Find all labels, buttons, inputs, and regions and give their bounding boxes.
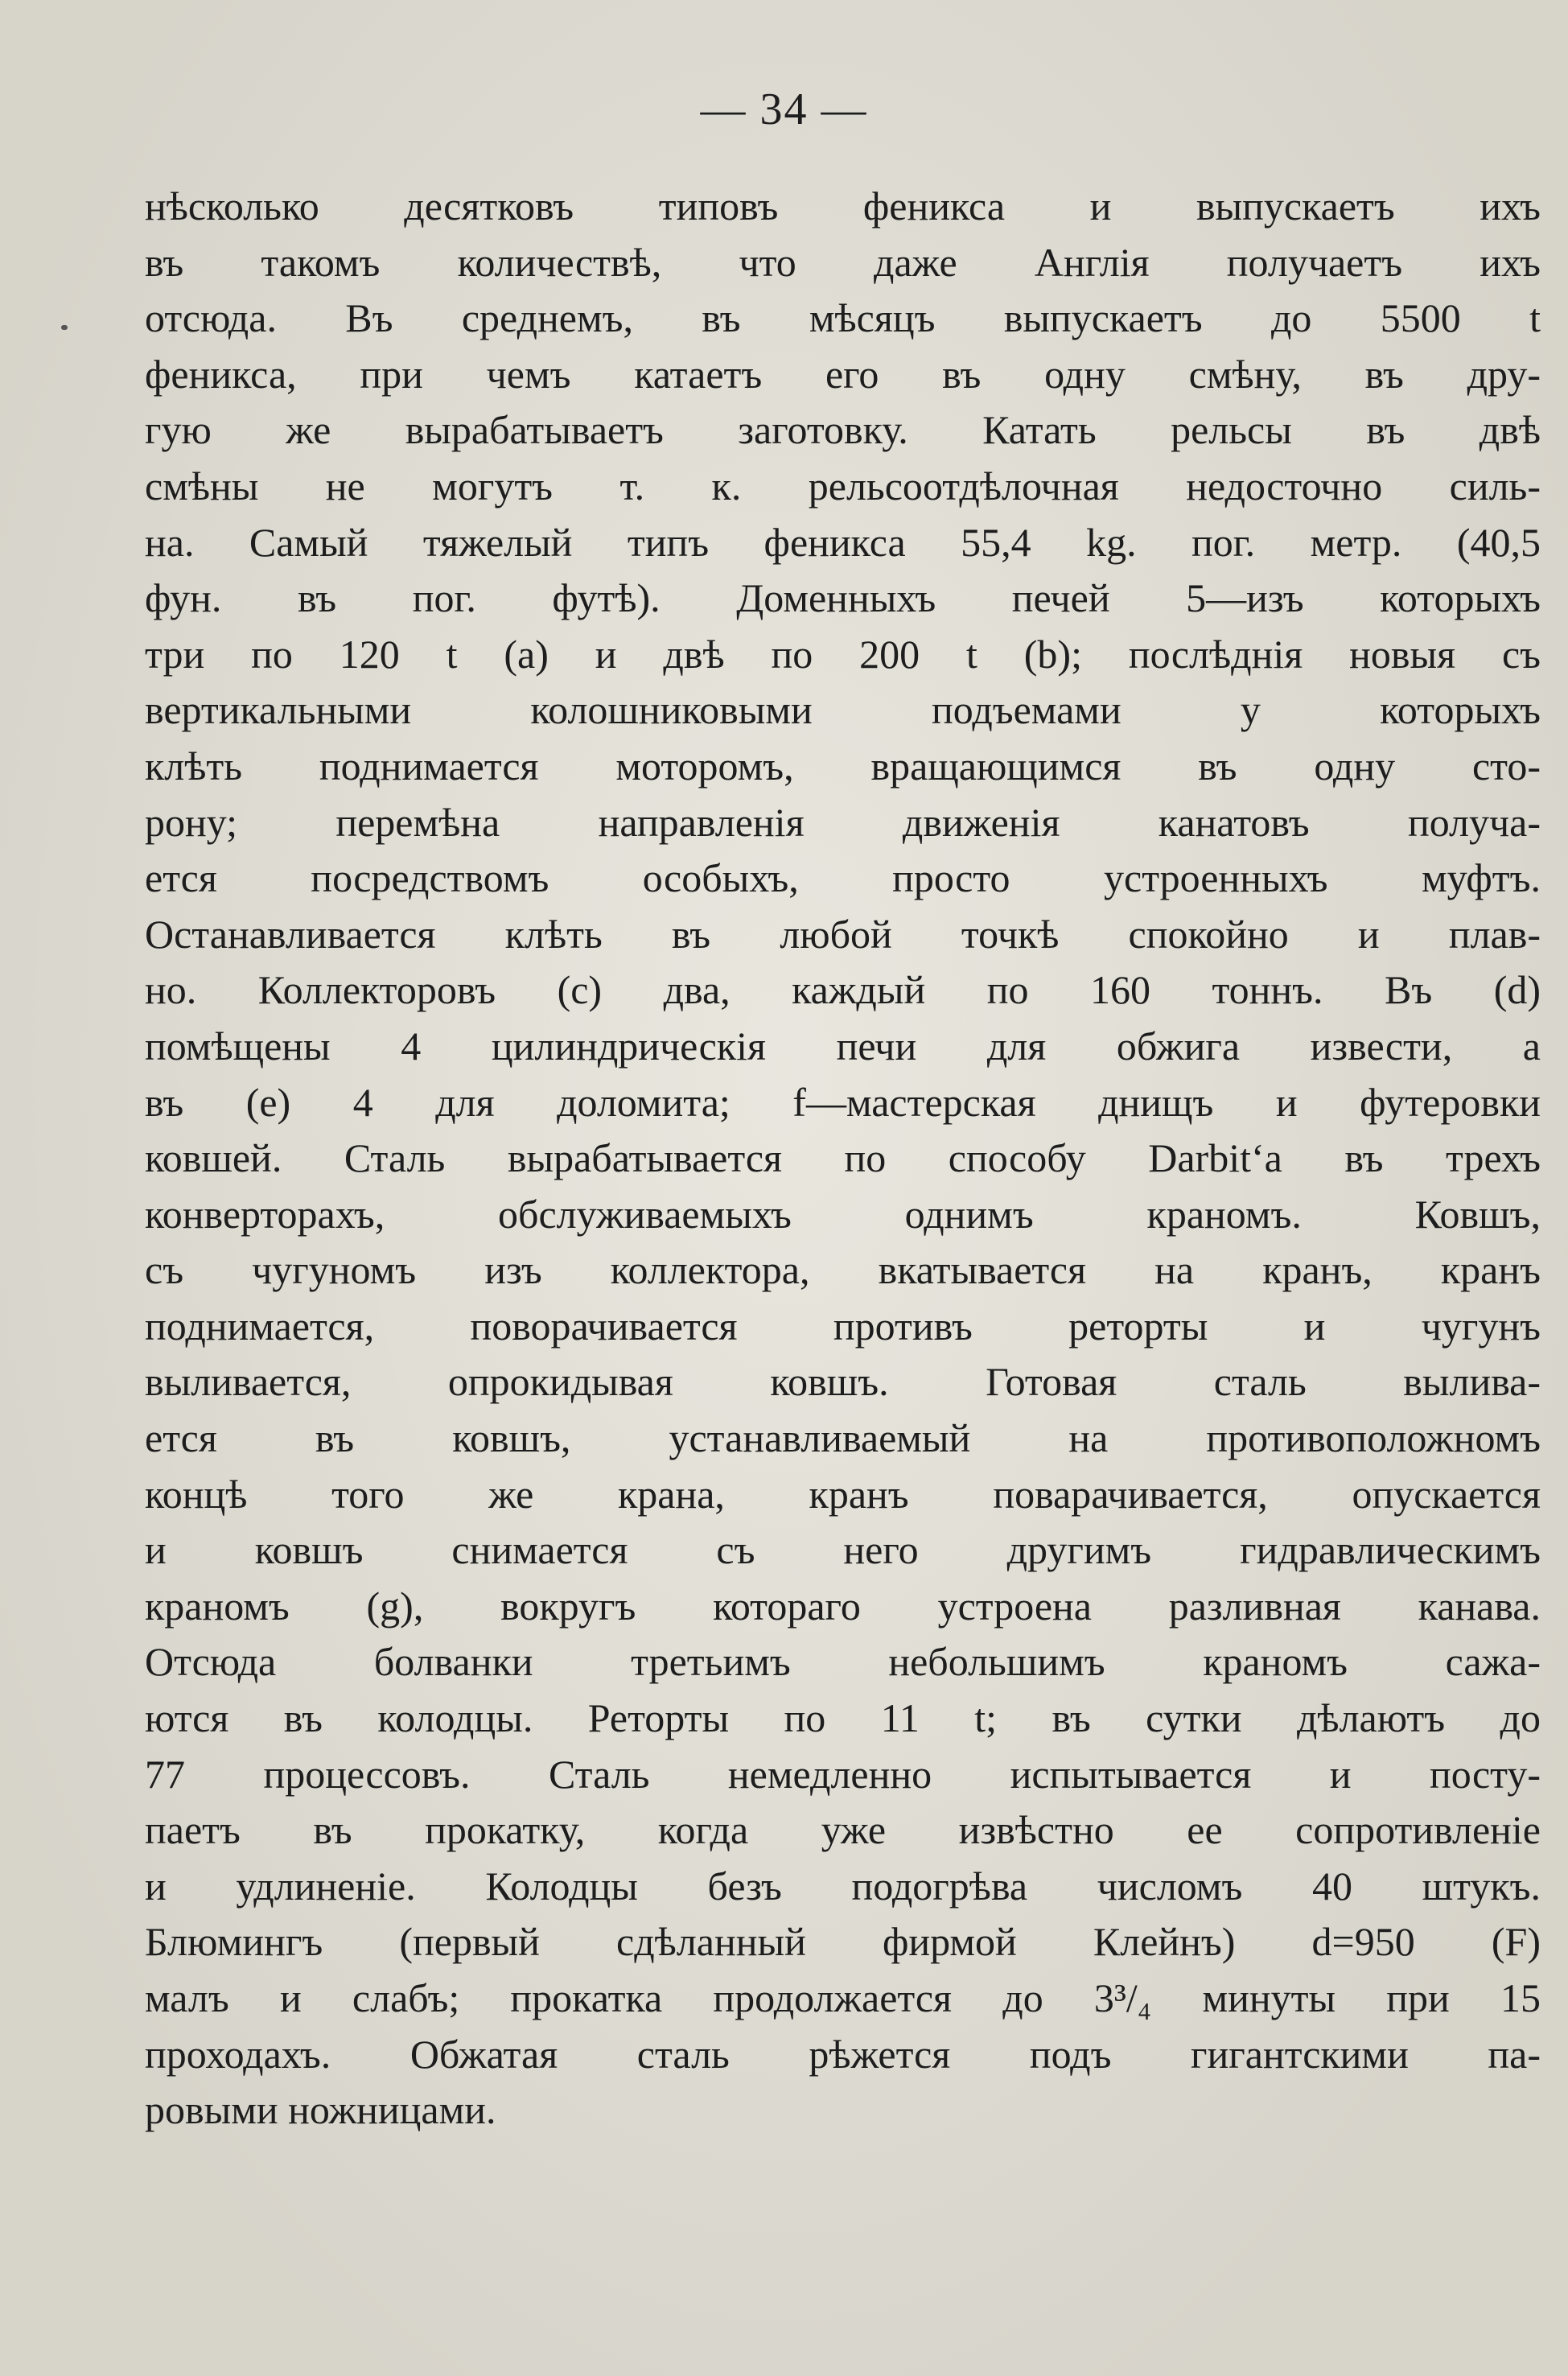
text-line: въ такомъ количествѣ, что даже Англія получаетъ ихъ xyxy=(145,239,1541,285)
text-line: ется въ ковшъ, устанавливаемый на противоположномъ xyxy=(145,1415,1541,1461)
text-line: конверторахъ, обслуживаемыхъ однимъ краномъ. Ковшъ, xyxy=(145,1191,1541,1237)
text-line: въ (e) 4 для доломита; f—мастерская днищъ и футеровки xyxy=(145,1079,1541,1125)
text-line: отсюда. Въ среднемъ, въ мѣсяцъ выпускаетъ до 5500 t xyxy=(145,295,1541,341)
text-line: три по 120 t (a) и двѣ по 200 t (b); послѣднія новыя съ xyxy=(145,631,1541,677)
text-line: краномъ (g), вокругъ котораго устроена разливная канава. xyxy=(145,1583,1541,1629)
text-line: вертикальными колошниковыми подъемами у которыхъ xyxy=(145,687,1541,733)
text-line: рону; перемѣна направленія движенія канатовъ получа- xyxy=(145,799,1541,845)
text-line: 77 процессовъ. Сталь немедленно испытывается и посту- xyxy=(145,1751,1541,1797)
margin-mark xyxy=(61,325,68,330)
text-line: ковшей. Сталь вырабатывается по способу Darbit‘a въ трехъ xyxy=(145,1135,1541,1181)
text-line: клѣть поднимается моторомъ, вращающимся въ одну сто- xyxy=(145,743,1541,789)
text-line: выливается, опрокидывая ковшъ. Готовая сталь вылива- xyxy=(145,1359,1541,1405)
text-line: смѣны не могутъ т. к. рельсоотдѣлочная недосточно силь- xyxy=(145,463,1541,509)
text-line: ется посредствомъ особыхъ, просто устроенныхъ муфтъ. xyxy=(145,855,1541,901)
page-number: — 34 — xyxy=(700,84,868,134)
text-line: и удлиненіе. Колодцы безъ подогрѣва числомъ 40 штукъ. xyxy=(145,1863,1541,1909)
text-line: поднимается, поворачивается противъ реторты и чугунъ xyxy=(145,1303,1541,1349)
text-line: Блюмингъ (первый сдѣланный фирмой Клейнъ) d=950 (F) xyxy=(145,1919,1541,1965)
text-line: помѣщены 4 цилиндрическія печи для обжига извести, а xyxy=(145,1023,1541,1069)
text-line: фун. въ пог. футѣ). Доменныхъ печей 5—изъ которыхъ xyxy=(145,575,1541,621)
text-line: нѣсколько десятковъ типовъ феникса и выпускаетъ ихъ xyxy=(145,183,1541,229)
text-line: малъ и слабъ; прокатка продолжается до 3³/₄ минуты при 15 xyxy=(145,1975,1541,2020)
text-line: но. Коллекторовъ (c) два, каждый по 160 тоннъ. Въ (d) xyxy=(145,967,1541,1013)
text-line: гую же вырабатываетъ заготовку. Катать рельсы въ двѣ xyxy=(145,407,1541,453)
text-line: и ковшъ снимается съ него другимъ гидравлическимъ xyxy=(145,1527,1541,1573)
text-line: концѣ того же крана, кранъ поварачивается, опускается xyxy=(145,1471,1541,1517)
body-text xyxy=(145,179,1541,2139)
text-line: съ чугуномъ изъ коллектора, вкатывается на кранъ, кранъ xyxy=(145,1247,1541,1293)
text-line: феникса, при чемъ катаетъ его въ одну смѣну, въ дру- xyxy=(145,351,1541,397)
text-line: Останавливается клѣть въ любой точкѣ спокойно и плав- xyxy=(145,911,1541,957)
text-line: Отсюда болванки третьимъ небольшимъ краномъ сажа- xyxy=(145,1639,1541,1685)
text-line: ются въ колодцы. Реторты по 11 t; въ сутки дѣлаютъ до xyxy=(145,1695,1541,1741)
text-line: проходахъ. Обжатая сталь рѣжется подъ гигантскими па- xyxy=(145,2031,1541,2077)
text-line-last: ровыми ножницами. xyxy=(145,2087,496,2133)
text-line: паетъ въ прокатку, когда уже извѣстно ее сопротивленіе xyxy=(145,1807,1541,1853)
text-line: на. Самый тяжелый типъ феникса 55,4 kg. пог. метр. (40,5 xyxy=(145,519,1541,565)
